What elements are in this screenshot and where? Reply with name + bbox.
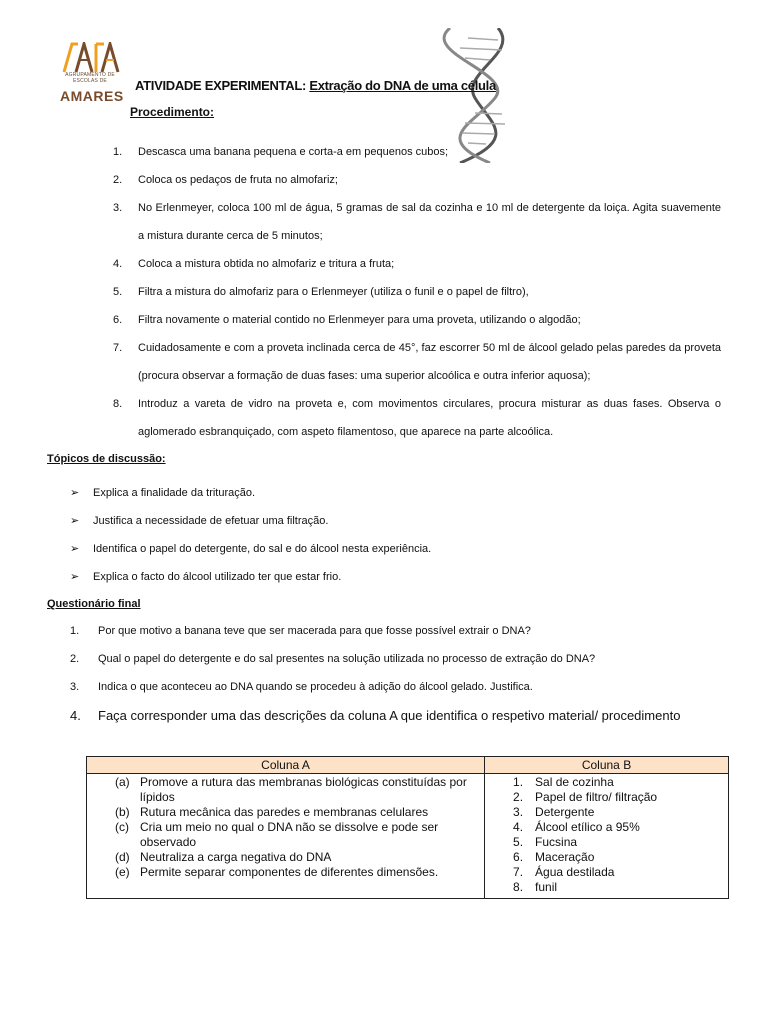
topics-list	[70, 479, 431, 591]
step-text: Coloca os pedaços de fruta no almofariz;	[138, 174, 338, 186]
item-text: Água destilada	[535, 865, 615, 879]
procedure-step	[113, 250, 721, 278]
arrow-bullet-icon: ➢	[70, 487, 80, 499]
question-text: Indica o que aconteceu ao DNA quando se procedeu à adição do álcool gelado. Justifica.	[98, 681, 533, 693]
item-text: Maceração	[535, 850, 595, 864]
topic-text: Identifica o papel do detergente, do sal e do álcool nesta experiência.	[93, 543, 432, 555]
topics-heading: Tópicos de discussão:	[47, 453, 166, 465]
list-item	[87, 820, 484, 850]
item-label: 7.	[513, 865, 524, 879]
step-text: Descasca uma banana pequena e corta-a em pequenos cubos;	[138, 146, 449, 158]
step-text: Cuidadosamente e com a proveta inclinada cerca de 45°, faz escorrer 50 ml de álcool gelado pelas paredes da proveta (procura observar a formação de duas fases: uma superior alcoólica e outra inferior aquosa);	[138, 342, 721, 382]
step-text: Introduz a vareta de vidro na proveta e, com movimentos circulares, procura misturar as duas fases. Observa o aglomerado esbranquiçado, com aspeto filamentoso, que aparece na parte alcoólica.	[138, 398, 721, 438]
questionnaire-heading: Questionário final	[47, 598, 141, 610]
question-number: 2.	[70, 653, 80, 665]
question-item	[70, 617, 720, 645]
list-item	[485, 865, 728, 880]
school-logo	[58, 42, 128, 104]
logo-mark-icon	[58, 42, 122, 74]
list-item	[485, 805, 728, 820]
title-main: Extração do DNA de uma célula	[309, 78, 496, 93]
list-item	[485, 835, 728, 850]
question-number: 3.	[70, 681, 80, 693]
topic-text: Justifica a necessidade de efetuar uma filtração.	[93, 515, 329, 527]
topic-text: Explica a finalidade da trituração.	[93, 487, 256, 499]
question-text: Por que motivo a banana teve que ser macerada para que fosse possível extrair o DNA?	[98, 625, 531, 637]
step-text: Coloca a mistura obtida no almofariz e tritura a fruta;	[138, 258, 395, 270]
procedure-step	[113, 278, 721, 306]
step-number: 5.	[113, 286, 123, 298]
list-item	[87, 865, 484, 880]
item-label: 4.	[513, 820, 524, 834]
arrow-bullet-icon: ➢	[70, 571, 80, 583]
list-item	[70, 507, 431, 535]
procedure-step	[113, 194, 721, 250]
matching-table	[86, 756, 729, 899]
topic-text: Explica o facto do álcool utilizado ter que estar frio.	[93, 571, 342, 583]
procedure-step	[113, 334, 721, 390]
item-text: funil	[535, 880, 558, 894]
item-label: (a)	[115, 775, 130, 789]
item-label: 3.	[513, 805, 524, 819]
item-label: (c)	[115, 820, 129, 834]
step-number: 2.	[113, 174, 123, 186]
list-item	[485, 775, 728, 790]
item-label: (b)	[115, 805, 130, 819]
question-text: Faça corresponder uma das descrições da coluna A que identifica o respetivo material/ procedimento	[98, 708, 681, 723]
question-item	[70, 645, 720, 673]
list-item	[70, 479, 431, 507]
arrow-bullet-icon: ➢	[70, 543, 80, 555]
item-label: 2.	[513, 790, 524, 804]
item-label: 8.	[513, 880, 524, 894]
column-b-cell	[485, 774, 729, 899]
list-item	[485, 790, 728, 805]
list-item	[87, 805, 484, 820]
title-prefix: ATIVIDADE EXPERIMENTAL:	[135, 78, 310, 93]
procedure-heading: Procedimento:	[130, 105, 215, 119]
item-text: Neutraliza a carga negativa do DNA	[140, 850, 332, 864]
logo-name: AMARES	[60, 88, 124, 104]
item-text: Detergente	[535, 805, 595, 819]
item-text: Fucsina	[535, 835, 578, 849]
column-a-cell	[87, 774, 485, 899]
item-label: 5.	[513, 835, 524, 849]
step-number: 4.	[113, 258, 123, 270]
page-title	[135, 78, 496, 93]
step-number: 1.	[113, 146, 123, 158]
list-item	[485, 850, 728, 865]
step-number: 7.	[113, 342, 123, 354]
item-text: Promove a rutura das membranas biológicas constituídas por lípidos	[140, 775, 467, 804]
list-item	[485, 820, 728, 835]
step-number: 6.	[113, 314, 123, 326]
list-item	[70, 535, 431, 563]
item-text: Permite separar componentes de diferentes dimensões.	[140, 865, 439, 879]
question-number: 4.	[70, 708, 81, 723]
item-text: Sal de cozinha	[535, 775, 614, 789]
step-text: Filtra a mistura do almofariz para o Erlenmeyer (utiliza o funil e o papel de filtro),	[138, 286, 529, 298]
step-number: 3.	[113, 202, 123, 214]
procedure-step	[113, 138, 721, 166]
procedure-step	[113, 166, 721, 194]
list-item	[70, 563, 431, 591]
list-item	[485, 880, 728, 895]
logo-subtitle: AGRUPAMENTO DE ESCOLAS DE	[65, 72, 115, 84]
procedure-step	[113, 390, 721, 446]
item-label: 1.	[513, 775, 524, 789]
question-text: Qual o papel do detergente e do sal presentes na solução utilizada no processo de extração do DNA?	[98, 653, 596, 665]
procedure-step	[113, 306, 721, 334]
item-text: Álcool etílico a 95%	[535, 820, 640, 834]
item-text: Papel de filtro/ filtração	[535, 790, 658, 804]
item-label: 6.	[513, 850, 524, 864]
question-number: 1.	[70, 625, 80, 637]
questionnaire-list	[70, 617, 720, 731]
list-item	[87, 775, 484, 805]
column-b-header: Coluna B	[485, 757, 729, 774]
question-item	[70, 673, 720, 701]
step-number: 8.	[113, 398, 123, 410]
item-text: Rutura mecânica das paredes e membranas celulares	[140, 805, 429, 819]
step-text: No Erlenmeyer, coloca 100 ml de água, 5 gramas de sal da cozinha e 10 ml de detergente da loiça. Agita suavemente a mistura durante cerca de 5 minutos;	[138, 202, 721, 242]
question-item	[70, 701, 720, 731]
item-label: (e)	[115, 865, 130, 879]
item-label: (d)	[115, 850, 130, 864]
step-text: Filtra novamente o material contido no Erlenmeyer para uma proveta, utilizando o algodão;	[138, 314, 581, 326]
item-text: Cria um meio no qual o DNA não se dissolve e pode ser observado	[140, 820, 439, 849]
column-a-header: Coluna A	[87, 757, 485, 774]
list-item	[87, 850, 484, 865]
arrow-bullet-icon: ➢	[70, 515, 80, 527]
procedure-steps	[113, 138, 721, 446]
